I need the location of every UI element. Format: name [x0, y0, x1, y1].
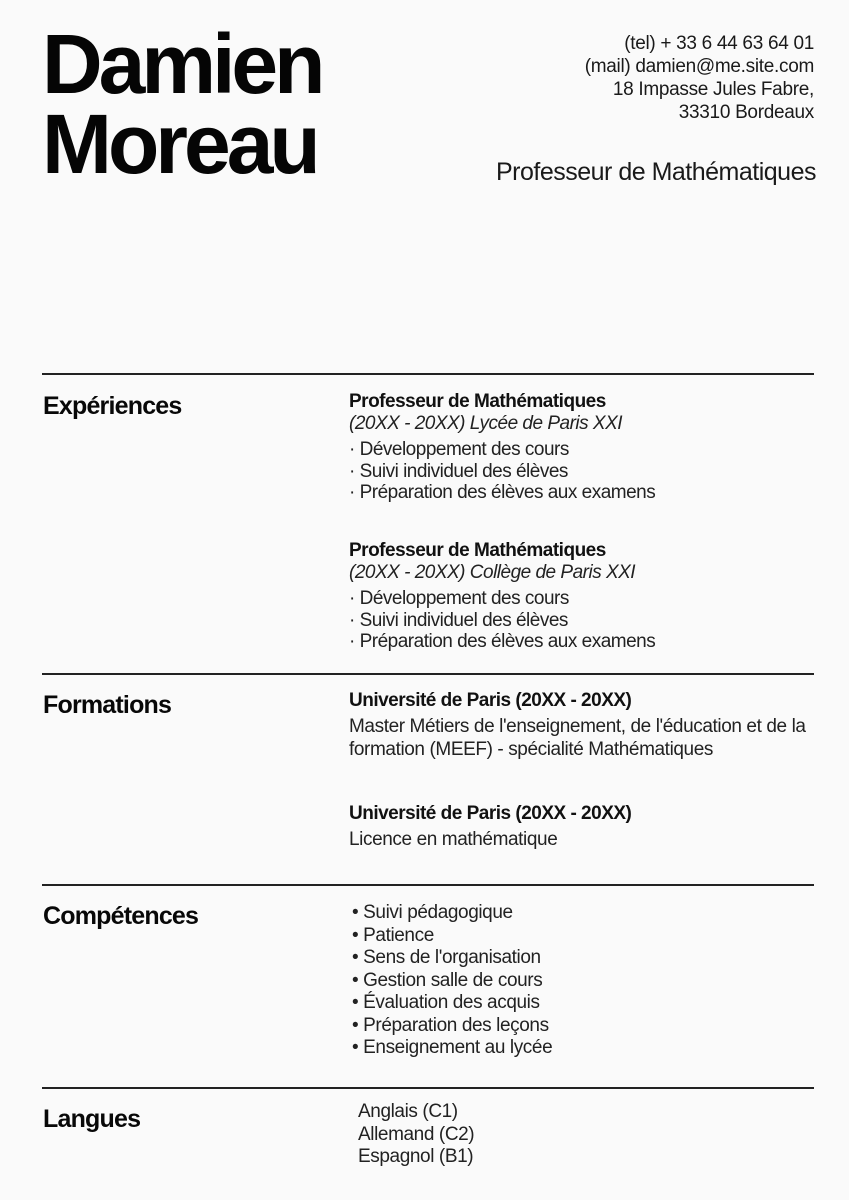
competence-item: • Évaluation des acquis [352, 992, 540, 1013]
section-divider [42, 373, 814, 375]
bullet-item: · Développement des cours [349, 439, 569, 460]
full-name [42, 17, 322, 191]
formation-school: Université de Paris (20XX - 20XX) [349, 803, 632, 824]
section-title-formations: Formations [43, 691, 172, 719]
last-name: Moreau [42, 97, 317, 191]
section-title-competences: Compétences [43, 902, 199, 930]
formation-item [349, 690, 829, 761]
contact-block [585, 32, 814, 124]
contact-address-line1: 18 Impasse Jules Fabre, [612, 79, 814, 100]
langue-item: Anglais (C1) [358, 1101, 458, 1122]
competence-item: • Enseignement au lycée [352, 1037, 553, 1058]
contact-address-line2: 33310 Bordeaux [678, 102, 814, 123]
section-divider [42, 1087, 814, 1089]
job-title: Professeur de Mathématiques [495, 158, 816, 186]
section-title-experiences: Expériences [43, 392, 182, 420]
competence-item: • Suivi pédagogique [352, 902, 513, 923]
formation-description: Master Métiers de l'enseignement, de l'éducation et de la formation (MEEF) - spécialité Mathématiques [349, 716, 806, 760]
experience-bullets [349, 439, 829, 504]
experience-bullets [349, 588, 829, 653]
formation-item [349, 803, 829, 852]
competence-item: • Gestion salle de cours [352, 969, 543, 991]
contact-mail: (mail) damien@me.site.com [584, 56, 814, 77]
section-divider [42, 884, 814, 886]
experience-item [349, 540, 829, 653]
experience-role: Professeur de Mathématiques [349, 391, 606, 412]
langue-item: Espagnol (B1) [358, 1146, 474, 1167]
bullet-item: · Développement des cours [349, 588, 569, 609]
bullet-item: · Suivi individuel des élèves [349, 609, 568, 631]
experience-period: (20XX - 20XX) Collège de Paris XXI [349, 562, 636, 583]
contact-tel: (tel) + 33 6 44 63 64 01 [624, 33, 814, 54]
langue-item: Allemand (C2) [358, 1123, 475, 1145]
formation-description: Licence en mathématique [349, 829, 558, 850]
first-name: Damien [42, 17, 322, 111]
competences-list [352, 902, 832, 1060]
formation-school: Université de Paris (20XX - 20XX) [349, 690, 632, 711]
experience-role: Professeur de Mathématiques [349, 540, 606, 561]
langues-list [358, 1101, 838, 1169]
bullet-item: · Préparation des élèves aux examens [349, 482, 656, 503]
experience-item [349, 391, 829, 504]
experience-period: (20XX - 20XX) Lycée de Paris XXI [349, 413, 623, 434]
bullet-item: · Suivi individuel des élèves [349, 460, 568, 482]
competence-item: • Sens de l'organisation [352, 947, 541, 968]
section-title-langues: Langues [43, 1105, 141, 1133]
section-divider [42, 673, 814, 675]
competence-item: • Préparation des leçons [352, 1014, 549, 1036]
competence-item: • Patience [352, 924, 434, 946]
bullet-item: · Préparation des élèves aux examens [349, 631, 656, 652]
